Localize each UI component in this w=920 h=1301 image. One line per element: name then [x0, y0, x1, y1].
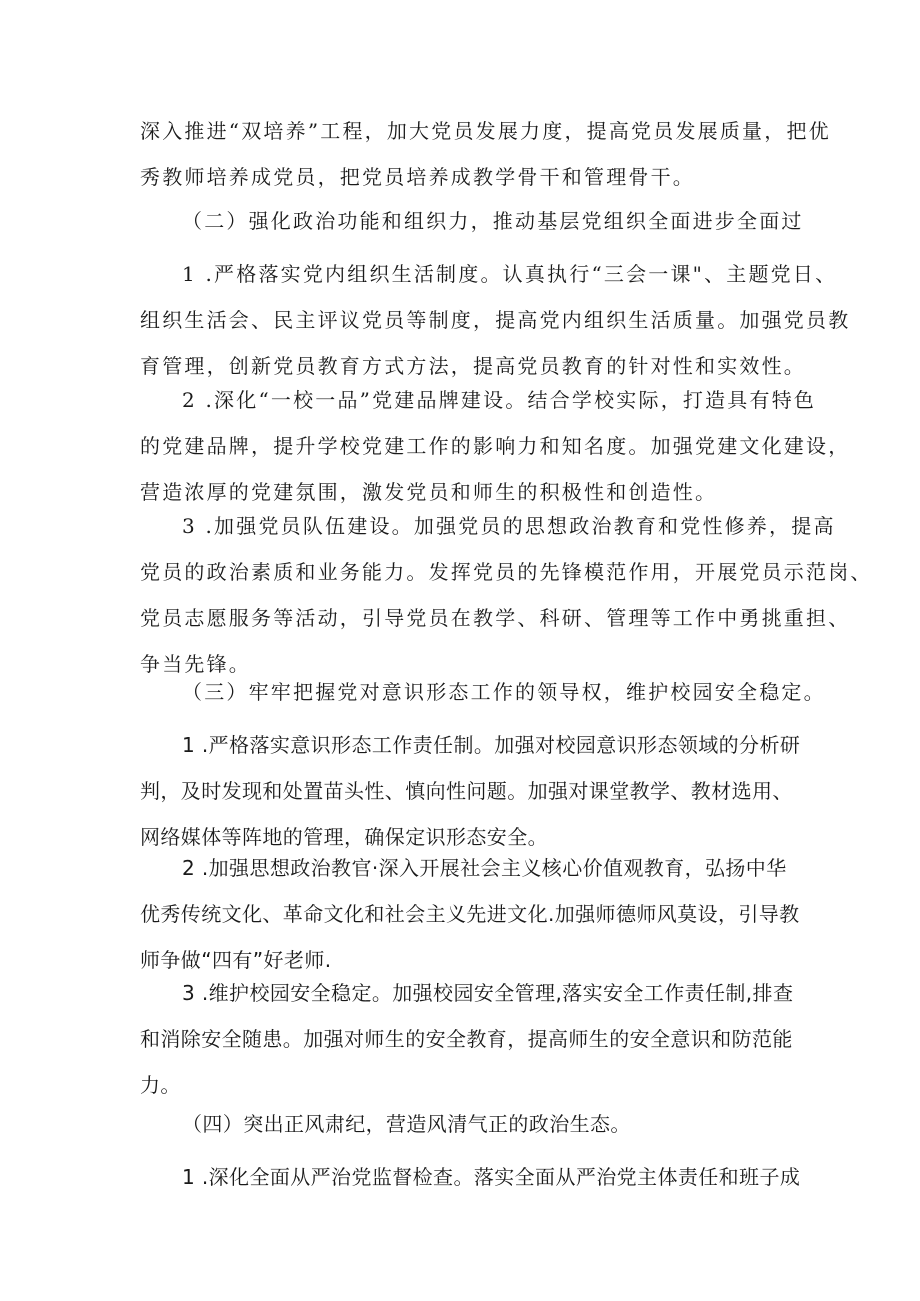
paragraph-3-3 — [140, 970, 800, 1108]
paragraph-2-3 — [140, 503, 873, 687]
paragraph-2-2 — [140, 377, 851, 515]
text-line: 深入推进“双培养”工程，加大党员发展力度，提高党员发展质量，把优 — [140, 119, 831, 143]
text-line: 1 .严格落实党内组织生活制度。认真执行“三会一课"、主题党日、 — [182, 262, 838, 286]
text-line: 3 .维护校园安全稳定。加强校园安全管理,落实安全工作责任制,排查 — [182, 981, 794, 1005]
text-line: 争当先锋。 — [140, 652, 251, 676]
text-line: 师争做“四有”好老师. — [140, 948, 332, 972]
paragraph-3-2 — [140, 845, 800, 983]
text-line: 的党建品牌，提升学校党建工作的影响力和知名度。加强党建文化建设， — [140, 434, 851, 458]
text-line: 营造浓厚的党建氛围，激发党员和师生的积极性和创造性。 — [140, 480, 718, 504]
text-line: 1 .严格落实意识形态工作责任制。加强对校园意识形态领域的分析研 — [182, 733, 801, 757]
text-line: 党员的政治素质和业务能力。发挥党员的先锋模范作用，开展党员示范岗、 — [140, 560, 873, 584]
section-heading-2 — [140, 198, 804, 244]
text-line: 党员志愿服务等活动，引导党员在教学、科研、管理等工作中勇挑重担、 — [140, 606, 851, 630]
paragraph-intro-continued — [140, 108, 831, 200]
text-line: 2 .深化“一校一品”党建品牌建设。结合学校实际，打造具有特色 — [182, 388, 817, 412]
section-heading-3 — [140, 669, 826, 715]
text-line: 优秀传统文化、革命文化和社会主义先进文化.加强师德师风莫设，引导教 — [140, 902, 800, 926]
section-heading-4 — [140, 1101, 800, 1147]
text-line: 育管理，创新党员教育方式方法，提高党员教育的针对性和实效性。 — [140, 354, 806, 378]
heading-text: （二）强化政治功能和组织力，推动基层党组织全面进步全面过 — [182, 209, 804, 233]
paragraph-3-1 — [140, 722, 800, 860]
text-line: 1 .深化全面从严治党监督检查。落实全面从严治党主体责任和班子成 — [182, 1165, 801, 1189]
text-line: 组织生活会、民主评议党员等制度，提高党内组织生活质量。加强党员教 — [140, 308, 851, 332]
text-line: 2 .加强思想政治教官·深入开展社会主义核心价值观教育，弘扬中华 — [182, 856, 787, 880]
heading-text: （四）突出正风肃纪，营造风清气正的政治生态。 — [182, 1112, 631, 1136]
paragraph-2-1 — [140, 251, 851, 389]
text-line: 和消除安全随患。加强对师生的安全教育，提高师生的安全意识和防范能 — [140, 1027, 793, 1051]
text-line: 秀教师培养成党员，把党员培养成教学骨干和管理骨干。 — [140, 165, 695, 189]
text-line: 力。 — [140, 1073, 181, 1097]
text-line: 3 .加强党员队伍建设。加强党员的思想政治教育和党性修养，提高 — [182, 514, 836, 538]
text-line: 判，及时发现和处置苗头性、慎向性问题。加强对课堂教学、教材选用、 — [140, 779, 793, 803]
paragraph-4-1 — [140, 1154, 800, 1200]
text-line: 网络媒体等阵地的管理，确保定识形态安全。 — [140, 825, 548, 849]
heading-text: （三）牢牢把握党对意识形态工作的领导权，维护校园安全稳定。 — [182, 680, 826, 704]
